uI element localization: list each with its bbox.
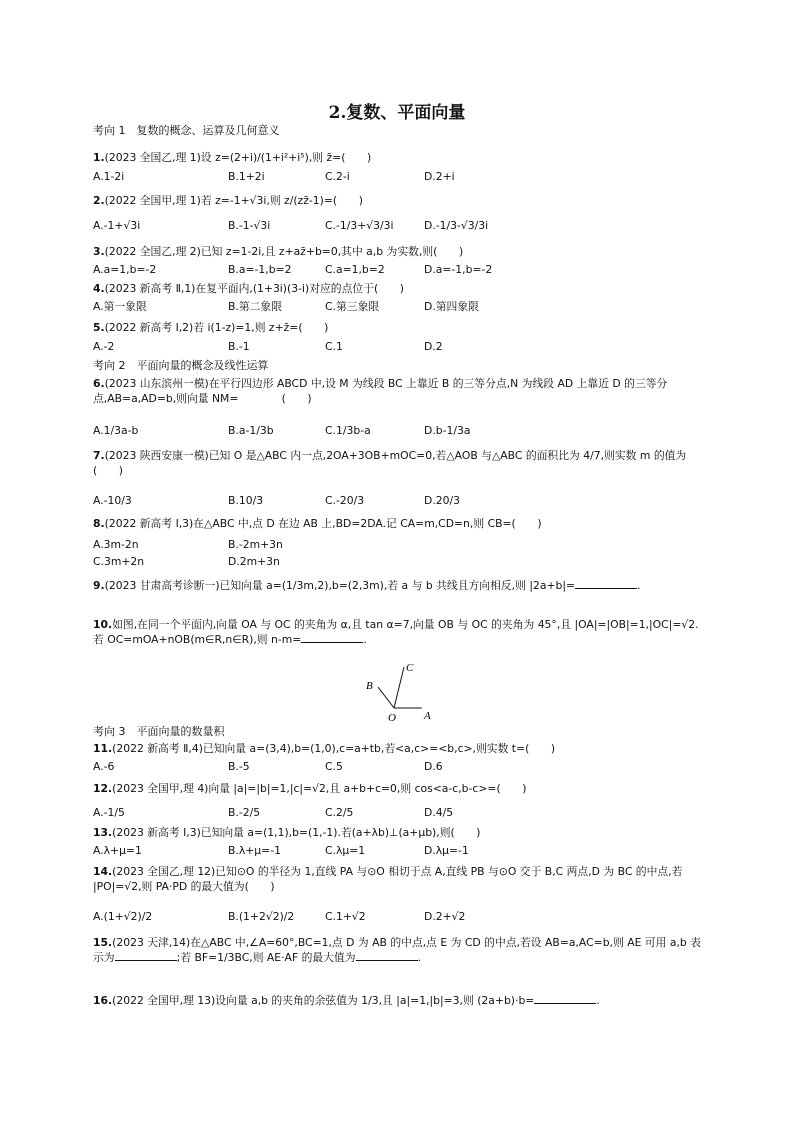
answer-blank-1[interactable] bbox=[115, 950, 177, 961]
vector-ob bbox=[378, 687, 394, 708]
option-d: D.2+i bbox=[424, 170, 455, 183]
question-number: 5. bbox=[93, 321, 105, 334]
label-a: A bbox=[424, 710, 431, 722]
option-d: D.2m+3n bbox=[228, 555, 280, 568]
question-text-2: ;若 BF=1/3BC,则 AE·AF 的最大值为 bbox=[176, 951, 356, 964]
option-a: A.-2 bbox=[93, 340, 115, 353]
question-number: 11. bbox=[93, 742, 113, 755]
option-b: B.λ+μ=-1 bbox=[228, 844, 281, 857]
option-a: A.a=1,b=-2 bbox=[93, 263, 157, 276]
option-c: C.-1/3+√3/3i bbox=[325, 219, 394, 232]
section-heading-1: 考向 1 复数的概念、运算及几何意义 bbox=[93, 124, 280, 137]
question-text: (2023 新高考 Ⅱ,1)在复平面内,(1+3i)(3-i)对应的点位于( ) bbox=[104, 282, 405, 295]
question-text: (2022 新高考 Ⅰ,2)若 i(1-z)=1,则 z+z̄=( ) bbox=[104, 321, 329, 334]
option-b: B.1+2i bbox=[228, 170, 265, 183]
option-d: D.第四象限 bbox=[424, 300, 479, 313]
vector-figure bbox=[360, 663, 440, 725]
option-c: C.2-i bbox=[325, 170, 350, 183]
option-c: C.-20/3 bbox=[325, 494, 365, 507]
question-text: (2023 全国乙,理 1)设 z=(2+i)/(1+i²+i⁵),则 z̄=( ) bbox=[104, 151, 372, 164]
question-8 bbox=[93, 516, 703, 531]
answer-blank[interactable] bbox=[301, 632, 363, 643]
option-b: B.a=-1,b=2 bbox=[228, 263, 292, 276]
question-4 bbox=[93, 281, 703, 296]
section-heading-2: 考向 2 平面向量的概念及线性运算 bbox=[93, 359, 269, 372]
option-b: B.(1+2√2)/2 bbox=[228, 910, 295, 923]
answer-blank-2[interactable] bbox=[356, 950, 418, 961]
question-number: 16. bbox=[93, 994, 113, 1007]
option-a: A.3m-2n bbox=[93, 538, 139, 551]
option-c: C.1/3b-a bbox=[325, 424, 371, 437]
question-number: 14. bbox=[93, 865, 113, 878]
option-a: A.1/3a-b bbox=[93, 424, 139, 437]
question-12 bbox=[93, 781, 703, 796]
option-a: A.-10/3 bbox=[93, 494, 132, 507]
option-b: B.-5 bbox=[228, 760, 250, 773]
option-c: C.a=1,b=2 bbox=[325, 263, 385, 276]
option-c: C.3m+2n bbox=[93, 555, 145, 568]
option-a: A.1-2i bbox=[93, 170, 125, 183]
option-b: B.-2/5 bbox=[228, 806, 261, 819]
option-d: D.λμ=-1 bbox=[424, 844, 469, 857]
option-d: D.2+√2 bbox=[424, 910, 466, 923]
question-text: (2023 新高考 Ⅰ,3)已知向量 a=(1,1),b=(1,-1).若(a+λb)⊥(a+μb),则( ) bbox=[112, 826, 481, 839]
question-2 bbox=[93, 193, 703, 208]
option-a: A.-1+√3i bbox=[93, 219, 141, 232]
option-b: B.a-1/3b bbox=[228, 424, 274, 437]
question-14 bbox=[93, 864, 703, 894]
option-c: C.5 bbox=[325, 760, 343, 773]
question-7 bbox=[93, 448, 703, 478]
option-d: D.-1/3-√3/3i bbox=[424, 219, 489, 232]
option-b: B.第二象限 bbox=[228, 300, 283, 313]
label-c: C bbox=[406, 663, 414, 674]
question-text: (2023 全国甲,理 4)向量 |a|=|b|=1,|c|=√2,且 a+b+c=0,则 cos<a-c,b-c>=( ) bbox=[112, 782, 527, 795]
section-heading-3: 考向 3 平面向量的数量积 bbox=[93, 725, 225, 738]
question-number: 10. bbox=[93, 618, 113, 631]
question-11 bbox=[93, 741, 703, 756]
question-number: 4. bbox=[93, 282, 105, 295]
option-c: C.第三象限 bbox=[325, 300, 380, 313]
option-d: D.6 bbox=[424, 760, 443, 773]
question-number: 8. bbox=[93, 517, 105, 530]
option-a: A.-1/5 bbox=[93, 806, 125, 819]
option-b: B.-2m+3n bbox=[228, 538, 283, 551]
label-b: B bbox=[366, 680, 373, 692]
question-5 bbox=[93, 320, 703, 335]
option-d: D.20/3 bbox=[424, 494, 460, 507]
option-a: A.(1+√2)/2 bbox=[93, 910, 153, 923]
question-number: 2. bbox=[93, 194, 105, 207]
question-9: 9.(2023 甘肃高考诊断一)已知向量 a=(1/3m,2),b=(2,3m),若 a 与 b 共线且方向相反,则 |2a+b|= . bbox=[93, 579, 641, 592]
question-number: 13. bbox=[93, 826, 113, 839]
option-a: A.第一象限 bbox=[93, 300, 147, 313]
option-a: A.-6 bbox=[93, 760, 115, 773]
option-c: C.λμ=1 bbox=[325, 844, 366, 857]
question-16: 16.(2022 全国甲,理 13)设向量 a,b 的夹角的余弦值为 1/3,且 |a|=1,|b|=3,则 (2a+b)·b= . bbox=[93, 994, 600, 1007]
question-number: 9. bbox=[93, 579, 105, 592]
question-text: 如图,在同一个平面内,向量 OA 与 OC 的夹角为 α,且 tan α=7,向量 OB 与 OC 的夹角为 45°,且 |OA|=|OB|=1,|OC|=√2.若 OC=mOA+nOB(m∈R,n∈R),则 n-m= bbox=[93, 618, 699, 646]
option-d: D.b-1/3a bbox=[424, 424, 471, 437]
question-15: 15.(2023 天津,14)在△ABC 中,∠A=60°,BC=1,点 D 为 AB 的中点,点 E 为 CD 的中点,若设 AB=a,AC=b,则 AE 可用 a,b 表示为 ;若 BF=1/3BC,则 AE·AF 的最大值为 . bbox=[93, 936, 702, 964]
question-text: (2022 新高考 Ⅱ,4)已知向量 a=(3,4),b=(1,0),c=a+tb,若<a,c>=<b,c>,则实数 t=( ) bbox=[112, 742, 556, 755]
question-10: 10.如图,在同一个平面内,向量 OA 与 OC 的夹角为 α,且 tan α=7,向量 OB 与 OC 的夹角为 45°,且 |OA|=|OB|=1,|OC|=√2.若 OC=mOA+nOB(m∈R,n∈R),则 n-m= . bbox=[93, 618, 699, 646]
option-d: D.a=-1,b=-2 bbox=[424, 263, 493, 276]
option-b: B.10/3 bbox=[228, 494, 264, 507]
label-o: O bbox=[388, 712, 396, 724]
question-number: 3. bbox=[93, 245, 105, 258]
question-text: (2022 全国甲,理 13)设向量 a,b 的夹角的余弦值为 1/3,且 |a|=1,|b|=3,则 (2a+b)·b= bbox=[112, 994, 535, 1007]
question-text: (2023 陕西安康一模)已知 O 是△ABC 内一点,2OA+3OB+mOC=0,若△AOB 与△ABC 的面积比为 4/7,则实数 m 的值为( ) bbox=[93, 449, 687, 477]
option-d: D.4/5 bbox=[424, 806, 454, 819]
answer-blank[interactable] bbox=[575, 578, 637, 589]
question-3 bbox=[93, 244, 703, 259]
vector-oc bbox=[394, 667, 404, 708]
question-number: 12. bbox=[93, 782, 113, 795]
question-number: 15. bbox=[93, 936, 113, 949]
option-b: B.-1-√3i bbox=[228, 219, 271, 232]
option-c: C.1 bbox=[325, 340, 343, 353]
option-b: B.-1 bbox=[228, 340, 250, 353]
option-d: D.2 bbox=[424, 340, 443, 353]
question-number: 6. bbox=[93, 377, 105, 390]
question-13 bbox=[93, 825, 703, 840]
question-text: (2022 全国乙,理 2)已知 z=1-2i,且 z+az̄+b=0,其中 a,b 为实数,则( ) bbox=[104, 245, 464, 258]
question-text: (2022 全国甲,理 1)若 z=-1+√3i,则 z/(zz̄-1)=( ) bbox=[104, 194, 363, 207]
question-text: (2023 全国乙,理 12)已知⊙O 的半径为 1,直线 PA 与⊙O 相切于点 A,直线 PB 与⊙O 交于 B,C 两点,D 为 BC 的中点,若 |PO|=√2,则 PA·PD 的最大值为( ) bbox=[93, 865, 683, 893]
question-text: (2023 山东滨州一模)在平行四边形 ABCD 中,设 M 为线段 BC 上靠近 B 的三等分点,N 为线段 AD 上靠近 D 的三等分点,AB=a,AD=b,则向量 NM= ( ) bbox=[93, 377, 668, 405]
question-1 bbox=[93, 150, 703, 165]
page-title: 2.复数、平面向量 bbox=[328, 103, 466, 123]
option-c: C.2/5 bbox=[325, 806, 354, 819]
option-c: C.1+√2 bbox=[325, 910, 366, 923]
answer-blank[interactable] bbox=[534, 993, 596, 1004]
question-text: (2023 甘肃高考诊断一)已知向量 a=(1/3m,2),b=(2,3m),若 a 与 b 共线且方向相反,则 |2a+b|= bbox=[104, 579, 576, 592]
question-number: 7. bbox=[93, 449, 105, 462]
question-text: (2022 新高考 Ⅰ,3)在△ABC 中,点 D 在边 AB 上,BD=2DA.记 CA=m,CD=n,则 CB=( ) bbox=[104, 517, 542, 530]
question-text: (2023 天津,14)在△ABC 中,∠A=60°,BC=1,点 D 为 AB 的中点,点 E 为 CD 的中点,若设 AB=a,AC=b,则 AE 可用 a,b 表示为 bbox=[93, 936, 702, 964]
option-a: A.λ+μ=1 bbox=[93, 844, 142, 857]
question-number: 1. bbox=[93, 151, 105, 164]
question-6 bbox=[93, 376, 703, 406]
